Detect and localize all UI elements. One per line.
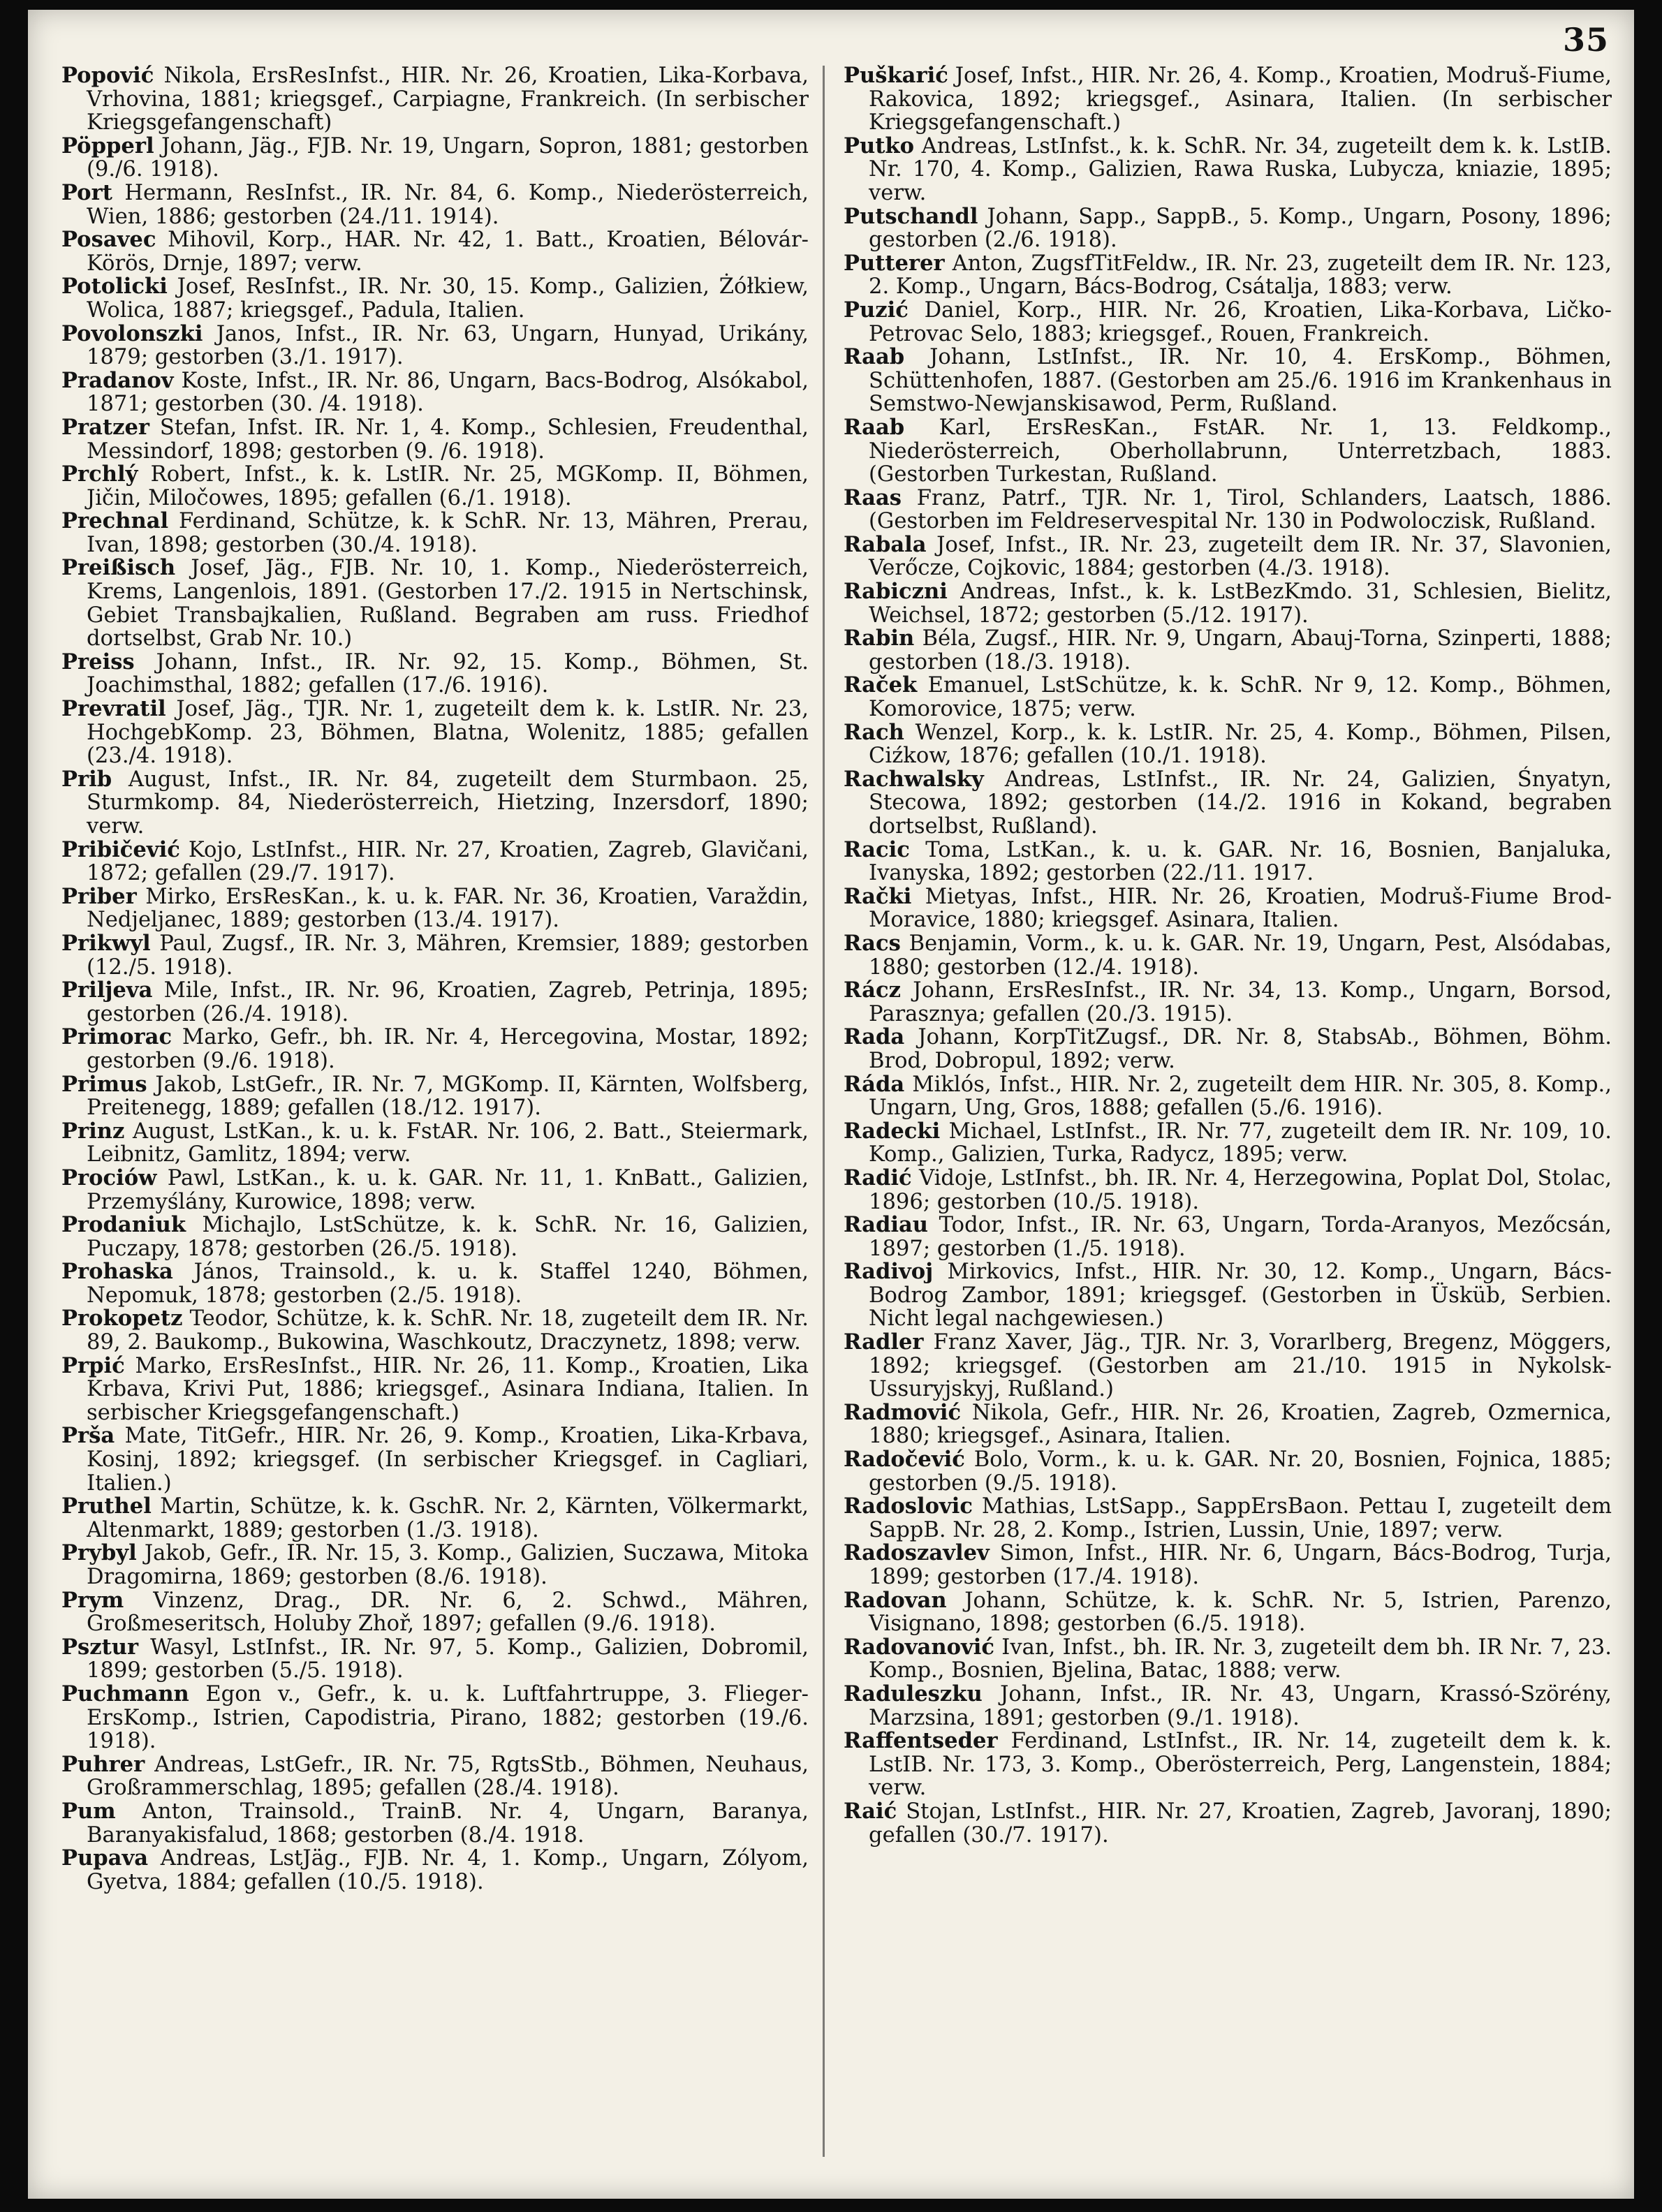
list-entry: [844, 1120, 1612, 1167]
entry-details: Vinzenz, Drag., DR. Nr. 6, 2. Schwd., Mähren, Großmeseritsch, Holuby Zhoř, 1897; gefallen (9./6. 1918).: [87, 1588, 809, 1637]
entry-details: Teodor, Schütze, k. k. SchR. Nr. 18, zugeteilt dem IR. Nr. 89, 2. Baukomp., Bukowina, Waschkoutz, Draczynetz, 1898; verw.: [87, 1306, 809, 1355]
entry-surname: Racic: [844, 836, 910, 862]
list-entry: [61, 556, 809, 650]
entry-surname: Radočević: [844, 1447, 965, 1473]
entry-details: Mietyas, Infst., HIR. Nr. 26, Kroatien, Modruš-Fiume Brod-Moravice, 1880; kriegsgef. Asinara, Italien.: [869, 884, 1612, 933]
entry-surname: Prociów: [61, 1165, 157, 1190]
list-entry: [61, 1683, 809, 1753]
list-entry: [61, 698, 809, 768]
entry-details: Nikola, ErsResInfst., HIR. Nr. 26, Kroatien, Lika-Korbava, Vrhovina, 1881; kriegsgef., Carpiagne, Frankreich. (In serbischer Kriegsgefangenschaft): [87, 64, 809, 135]
entry-surname: Raas: [844, 485, 902, 510]
entry-surname: Rácz: [844, 978, 901, 1003]
entry-details: Andreas, Infst., k. k. LstBezKmdo. 31, Schlesien, Bielitz, Weichsel, 1872; gestorben (5./12. 1917).: [869, 580, 1612, 628]
entry-surname: Rabala: [844, 531, 927, 557]
entry-surname: Pöpperl: [61, 133, 154, 158]
entry-details: Toma, LstKan., k. u. k. GAR. Nr. 16, Bosnien, Banjaluka, Ivanyska, 1892; gestorben (22./11. 1917.: [869, 837, 1612, 886]
entry-details: Bolo, Vorm., k. u. k. GAR. Nr. 20, Bosnien, Fojnica, 1885; gestorben (9./5. 1918).: [869, 1447, 1612, 1496]
entry-surname: Preißisch: [61, 555, 176, 581]
entry-surname: Prohaska: [61, 1259, 173, 1285]
entry-details: Jakob, LstGefr., IR. Nr. 7, MGKomp. II, Kärnten, Wolfsberg, Preitenegg, 1889; gefallen (18./12. 1917).: [87, 1072, 809, 1121]
entry-surname: Potolicki: [61, 274, 168, 300]
entry-details: Benjamin, Vorm., k. u. k. GAR. Nr. 19, Ungarn, Pest, Alsódabas, 1880; gestorben (12./4. 1918).: [869, 931, 1612, 980]
entry-surname: Primus: [61, 1071, 147, 1097]
entry-details: Johann, Schütze, k. k. SchR. Nr. 5, Istrien, Parenzo, Visignano, 1898; gestorben (6./5. 1918).: [869, 1588, 1612, 1637]
entry-details: Robert, Infst., k. k. LstIR. Nr. 25, MGKomp. II, Böhmen, Jičin, Miločowes, 1895; gefallen (6./1. 1918).: [87, 462, 809, 510]
entry-details: August, Infst., IR. Nr. 84, zugeteilt dem Sturmbaon. 25, Sturmkomp. 84, Niederösterreich, Hietzing, Inzersdorf, 1890; verw.: [87, 767, 809, 839]
entry-details: Johann, LstInfst., IR. Nr. 10, 4. ErsKomp., Böhmen, Schüttenhofen, 1887. (Gestorben am 25./6. 1916 im Krankenhaus in Semstwo-Newjanskisawod, Perm, Rußland.: [869, 345, 1612, 417]
entry-surname: Prechnal: [61, 508, 169, 534]
entry-surname: Puchmann: [61, 1681, 189, 1706]
list-entry: [844, 768, 1612, 839]
list-entry: [61, 1026, 809, 1072]
entry-surname: Prevratil: [61, 696, 166, 722]
entry-surname: Prokopetz: [61, 1306, 183, 1332]
entry-surname: Preiss: [61, 649, 135, 674]
entry-details: Nikola, Gefr., HIR. Nr. 26, Kroatien, Zagreb, Ozmernica, 1880; kriegsgef., Asinara, Italien.: [869, 1400, 1612, 1449]
entry-details: Wasyl, LstInfst., IR. Nr. 97, 5. Komp., Galizien, Dobromil, 1899; gestorben (5./5. 1918).: [87, 1635, 809, 1683]
entry-surname: Prpić: [61, 1352, 125, 1378]
list-entry: [61, 651, 809, 698]
list-entry: [61, 768, 809, 839]
entry-details: Johann, Jäg., FJB. Nr. 19, Ungarn, Sopron, 1881; gestorben (9./6. 1918).: [87, 133, 809, 182]
entry-surname: Rabiczni: [844, 579, 948, 605]
entry-details: Johann, KorpTitZugsf., DR. Nr. 8, StabsAb., Böhmen, Böhm. Brod, Dobropul, 1892; verw.: [869, 1025, 1612, 1073]
page-number: 35: [1562, 21, 1609, 59]
entry-surname: Rada: [844, 1024, 905, 1050]
entry-surname: Prym: [61, 1587, 124, 1613]
list-entry: [844, 346, 1612, 416]
entry-surname: Pradanov: [61, 367, 174, 393]
entry-surname: Raffentseder: [844, 1728, 998, 1754]
entry-details: Daniel, Korp., HIR. Nr. 26, Kroatien, Lika-Korbava, Ličko-Petrovac Selo, 1883; kriegsgef., Rouen, Frankreich.: [869, 297, 1612, 346]
entry-surname: Radoslovic: [844, 1494, 973, 1519]
entry-surname: Rački: [844, 883, 912, 909]
entry-details: Todor, Infst., IR. Nr. 63, Ungarn, Torda-Aranyos, Mezőcsán, 1897; gestorben (1./5. 1918).: [869, 1213, 1612, 1261]
entry-surname: Port: [61, 179, 112, 205]
entry-surname: Psztur: [61, 1634, 139, 1660]
entry-surname: Rabin: [844, 626, 915, 651]
entry-surname: Povolonszki: [61, 320, 203, 346]
entry-details: Kojo, LstInfst., HIR. Nr. 27, Kroatien, Zagreb, Glavičani, 1872; gefallen (29./7. 1917).: [87, 837, 809, 886]
entry-details: Paul, Zugsf., IR. Nr. 3, Mähren, Kremsier, 1889; gestorben (12./5. 1918).: [87, 931, 809, 980]
entry-surname: Pupava: [61, 1845, 149, 1871]
list-entry: [61, 1307, 809, 1354]
list-entry: [61, 1495, 809, 1542]
entry-surname: Priber: [61, 883, 137, 909]
list-entry: [61, 1120, 809, 1167]
list-entry: [844, 979, 1612, 1026]
entry-surname: Radić: [844, 1165, 912, 1190]
left-column: [61, 64, 809, 2171]
entry-surname: Prodaniuk: [61, 1212, 186, 1238]
list-entry: [844, 932, 1612, 979]
entry-details: Egon v., Gefr., k. u. k. Luftfahrtruppe, 3. Flieger-ErsKomp., Istrien, Capodistria, Pirano, 1882; gestorben (19./6. 1918).: [87, 1681, 809, 1754]
list-entry: [844, 1800, 1612, 1847]
list-entry: [844, 1495, 1612, 1542]
entry-details: Josef, Infst., IR. Nr. 23, zugeteilt dem IR. Nr. 37, Slavonien, Verőcze, Cojkovic, 1884; gestorben (4./3. 1918).: [869, 532, 1612, 581]
list-entry: [844, 1448, 1612, 1495]
entry-surname: Raić: [844, 1798, 897, 1824]
list-entry: [844, 674, 1612, 721]
entry-details: Mirkovics, Infst., HIR. Nr. 30, 12. Komp., Ungarn, Bács-Bodrog Zambor, 1891; kriegsgef. (Gestorben in Üsküb, Serbien. Nicht legal nachgewiesen.): [869, 1260, 1612, 1332]
entry-surname: Pratzer: [61, 414, 150, 440]
entry-surname: Pribičević: [61, 836, 180, 862]
list-entry: [844, 1167, 1612, 1214]
list-entry: [61, 1214, 809, 1260]
list-entry: [844, 416, 1612, 487]
list-entry: [844, 836, 1612, 886]
entry-details: Josef, ResInfst., IR. Nr. 30, 15. Komp., Galizien, Żółkiew, Wolica, 1887; kriegsgef., Padula, Italien.: [87, 274, 809, 323]
list-entry: [61, 416, 809, 463]
entry-details: Josef, Jäg., FJB. Nr. 10, 1. Komp., Niederösterreich, Krems, Langenlois, 1891. (Gestorben 17./2. 1915 in Nertschinsk, Gebiet Transbajkalien, Rußland. Begraben am russ. Friedhof dortselbst, Grab Nr. 10.): [87, 556, 809, 651]
list-entry: [844, 1260, 1612, 1331]
entry-surname: Raček: [844, 672, 918, 698]
list-entry: [844, 1542, 1612, 1588]
entry-surname: Puškarić: [844, 64, 948, 88]
entry-surname: Rachwalsky: [844, 766, 984, 792]
entry-surname: Prchlý: [61, 462, 138, 487]
entry-details: Anton, ZugsfTitFeldw., IR. Nr. 23, zugeteilt dem IR. Nr. 123, 2. Komp., Ungarn, Bács-Bodrog, Csátalja, 1883; verw.: [869, 251, 1612, 300]
entry-surname: Radivoj: [844, 1259, 934, 1285]
list-entry: [844, 299, 1612, 346]
entry-surname: Radler: [844, 1329, 924, 1355]
list-entry: [844, 64, 1612, 135]
list-entry: [844, 533, 1612, 580]
entry-details: János, Trainsold., k. u. k. Staffel 1240, Böhmen, Nepomuk, 1878; gestorben (2./5. 1918).: [87, 1260, 809, 1308]
entry-details: Andreas, LstInfst., IR. Nr. 24, Galizien, Śnyatyn, Stecowa, 1892; gestorben (14./2. 1916 in Kokand, begraben dortselbst, Rußland).: [869, 767, 1612, 839]
list-entry: [61, 1753, 809, 1800]
list-entry: [844, 1214, 1612, 1260]
entry-details: Michajlo, LstSchütze, k. k. SchR. Nr. 16, Galizien, Puczapy, 1878; gestorben (26./5. 1918).: [87, 1213, 809, 1261]
entry-surname: Raab: [844, 414, 905, 440]
list-entry: [61, 64, 809, 135]
entry-surname: Radovanović: [844, 1634, 995, 1660]
entry-details: Michael, LstInfst., IR. Nr. 77, zugeteilt dem IR. Nr. 109, 10. Komp., Galizien, Turka, Radycz, 1895; verw.: [869, 1119, 1612, 1167]
entry-surname: Radiau: [844, 1212, 929, 1238]
list-entry: [61, 932, 809, 979]
list-entry: [844, 1331, 1612, 1401]
entry-details: Mihovil, Korp., HAR. Nr. 42, 1. Batt., Kroatien, Bélovár-Körös, Drnje, 1897; verw.: [87, 228, 809, 276]
entry-details: Johann, ErsResInfst., IR. Nr. 34, 13. Komp., Ungarn, Borsod, Parasznya; gefallen (20./3. 1915).: [869, 978, 1612, 1026]
entry-surname: Primorac: [61, 1024, 172, 1050]
list-entry: [61, 1542, 809, 1588]
entry-surname: Racs: [844, 930, 901, 956]
entry-details: Pawl, LstKan., k. u. k. GAR. Nr. 11, 1. KnBatt., Galizien, Przemyślány, Kurowice, 1898; verw.: [87, 1165, 809, 1214]
entry-details: Simon, Infst., HIR. Nr. 6, Ungarn, Bács-Bodrog, Turja, 1899; gestorben (17./4. 1918).: [869, 1541, 1612, 1589]
entry-details: Andreas, LstJäg., FJB. Nr. 4, 1. Komp., Ungarn, Zólyom, Gyetva, 1884; gefallen (10./5. 1918).: [87, 1846, 809, 1894]
entry-details: Wenzel, Korp., k. k. LstIR. Nr. 25, 4. Komp., Böhmen, Pilsen, Ciźkow, 1876; gefallen (10./1. 1918).: [869, 720, 1612, 769]
entry-surname: Ráda: [844, 1071, 905, 1097]
list-entry: [61, 836, 809, 886]
entry-details: Martin, Schütze, k. k. GschR. Nr. 2, Kärnten, Völkermarkt, Altenmarkt, 1889; gestorben (1./3. 1918).: [87, 1494, 809, 1542]
entry-details: Hermann, ResInfst., IR. Nr. 84, 6. Komp., Niederösterreich, Wien, 1886; gestorben (24./11. 1914).: [87, 180, 809, 229]
list-entry: [61, 1260, 809, 1307]
entry-details: Anton, Trainsold., TrainB. Nr. 4, Ungarn, Baranya, Baranyakisfalud, 1868; gestorben (8./4. 1918.: [87, 1799, 809, 1848]
entry-details: Josef, Jäg., TJR. Nr. 1, zugeteilt dem k. k. LstIR. Nr. 23, HochgebKomp. 23, Böhmen, Blatna, Wolenitz, 1885; gefallen (23./4. 1918).: [87, 697, 809, 769]
entry-surname: Prikwyl: [61, 930, 151, 956]
entry-surname: Prša: [61, 1423, 115, 1449]
list-entry: [844, 1073, 1612, 1120]
list-entry: [844, 1589, 1612, 1636]
list-entry: [61, 1073, 809, 1120]
entry-details: Mile, Infst., IR. Nr. 96, Kroatien, Zagreb, Petrinja, 1895; gestorben (26./4. 1918).: [87, 978, 809, 1026]
entry-details: Franz, Patrf., TJR. Nr. 1, Tirol, Schlanders, Laatsch, 1886. (Gestorben im Feldreservespital Nr. 130 in Podwoloczisk, Rußland.: [869, 485, 1612, 534]
list-entry: [844, 1401, 1612, 1448]
entry-details: Ferdinand, Schütze, k. k SchR. Nr. 13, Mähren, Prerau, Ivan, 1898; gestorben (30./4. 1918).: [87, 509, 809, 557]
entry-surname: Radovan: [844, 1587, 947, 1613]
document-page: [28, 10, 1634, 2199]
entry-details: Andreas, LstGefr., IR. Nr. 75, RgtsStb., Böhmen, Neuhaus, Großrammerschlag, 1895; gefallen (28./4. 1918).: [87, 1752, 809, 1801]
list-entry: [61, 135, 809, 182]
entry-details: Johann, Sapp., SappB., 5. Komp., Ungarn, Posony, 1896; gestorben (2./6. 1918).: [869, 204, 1612, 253]
list-entry: [61, 1636, 809, 1683]
entry-surname: Pruthel: [61, 1494, 152, 1519]
entry-details: Johann, Infst., IR. Nr. 43, Ungarn, Krassó-Szörény, Marzsina, 1891; gestorben (9./1. 1918).: [869, 1681, 1612, 1730]
entry-details: Vidoje, LstInfst., bh. IR. Nr. 4, Herzegowina, Poplat Dol, Stolac, 1896; gestorben (10./5. 1918).: [869, 1165, 1612, 1214]
entry-surname: Putko: [844, 133, 914, 158]
entry-details: Béla, Zugsf., HIR. Nr. 9, Ungarn, Abauj-Torna, Szinperti, 1888; gestorben (18./3. 1918).: [869, 626, 1612, 674]
entry-details: Stojan, LstInfst., HIR. Nr. 27, Kroatien, Zagreb, Javoranj, 1890; gefallen (30./7. 1917).: [869, 1799, 1612, 1848]
list-entry: [844, 721, 1612, 768]
list-entry: [61, 228, 809, 275]
list-entry: [844, 885, 1612, 932]
entry-details: Stefan, Infst. IR. Nr. 1, 4. Komp., Schlesien, Freudenthal, Messindorf, 1898; gestorben (9. /6. 1918).: [87, 415, 809, 464]
entry-surname: Putschandl: [844, 203, 978, 229]
list-entry: [844, 580, 1612, 627]
list-entry: [844, 135, 1612, 205]
entry-surname: Priljeva: [61, 978, 153, 1003]
right-column: [844, 64, 1612, 2171]
entry-details: August, LstKan., k. u. k. FstAR. Nr. 106, 2. Batt., Steiermark, Leibnitz, Gamlitz, 1894; verw.: [87, 1119, 809, 1167]
list-entry: [61, 1800, 809, 1847]
list-entry: [61, 979, 809, 1026]
entry-details: Ferdinand, LstInfst., IR. Nr. 14, zugeteilt dem k. k. LstIB. Nr. 173, 3. Komp., Oberösterreich, Perg, Langenstein, 1884; verw.: [869, 1729, 1612, 1801]
entry-details: Marko, ErsResInfst., HIR. Nr. 26, 11. Komp., Kroatien, Lika Krbava, Krivi Put, 1886; kriegsgef., Asinara Indiana, Italien. In serbischer Kriegsgefangenschaft.): [87, 1353, 809, 1425]
list-entry: [61, 463, 809, 510]
entry-details: Emanuel, LstSchütze, k. k. SchR. Nr 9, 12. Komp., Böhmen, Komorovice, 1875; verw.: [869, 673, 1612, 722]
entry-surname: Popović: [61, 64, 154, 88]
entry-surname: Raab: [844, 344, 905, 370]
list-entry: [61, 1589, 809, 1636]
list-entry: [61, 1847, 809, 1894]
list-entry: [844, 1636, 1612, 1683]
entry-surname: Radmović: [844, 1399, 962, 1425]
list-entry: [844, 487, 1612, 533]
entry-details: Marko, Gefr., bh. IR. Nr. 4, Hercegovina, Mostar, 1892; gestorben (9./6. 1918).: [87, 1025, 809, 1073]
list-entry: [844, 252, 1612, 299]
column-divider: [823, 66, 825, 2157]
list-entry: [844, 1730, 1612, 1800]
list-entry: [61, 320, 809, 370]
entry-surname: Puhrer: [61, 1751, 145, 1777]
entry-details: Koste, Infst., IR. Nr. 86, Ungarn, Bacs-Bodrog, Alsókabol, 1871; gestorben (30. /4. 1918).: [87, 368, 809, 417]
entry-details: Mirko, ErsResKan., k. u. k. FAR. Nr. 36, Kroatien, Varaždin, Nedjeljanec, 1889; gestorben (13./4. 1917).: [87, 884, 809, 933]
entry-details: Jakob, Gefr., IR. Nr. 15, 3. Komp., Galizien, Suczawa, Mitoka Dragomirna, 1869; gestorben (8./6. 1918).: [87, 1541, 809, 1589]
list-entry: [61, 179, 809, 229]
entry-surname: Putterer: [844, 250, 945, 276]
list-entry: [844, 627, 1612, 674]
entry-surname: Radecki: [844, 1118, 941, 1144]
list-entry: [61, 369, 809, 416]
entry-surname: Prinz: [61, 1118, 125, 1144]
list-entry: [844, 1026, 1612, 1072]
list-entry: [61, 885, 809, 932]
entry-surname: Prybyl: [61, 1540, 137, 1566]
list-entry: [61, 275, 809, 322]
list-entry: [844, 1683, 1612, 1730]
list-entry: [844, 205, 1612, 252]
entry-surname: Prib: [61, 766, 112, 792]
entry-surname: Radoszavlev: [844, 1540, 990, 1566]
entry-surname: Raduleszku: [844, 1681, 983, 1706]
entry-details: Mathias, LstSapp., SappErsBaon. Pettau I, zugeteilt dem SappB. Nr. 28, 2. Komp., Istrien, Lussin, Unie, 1897; verw.: [869, 1494, 1612, 1542]
entry-details: Janos, Infst., IR. Nr. 63, Ungarn, Hunyad, Urikány, 1879; gestorben (3./1. 1917).: [87, 321, 809, 370]
entry-details: Mate, TitGefr., HIR. Nr. 26, 9. Komp., Kroatien, Lika-Krbava, Kosinj, 1892; kriegsgef. (In serbischer Kriegsgef. in Cagliari, Italien.): [87, 1424, 809, 1496]
entry-details: Miklós, Infst., HIR. Nr. 2, zugeteilt dem HIR. Nr. 305, 8. Komp., Ungarn, Ung, Gros, 1888; gefallen (5./6. 1916).: [869, 1072, 1612, 1121]
list-entry: [61, 1352, 809, 1425]
entry-details: Ivan, Infst., bh. IR. Nr. 3, zugeteilt dem bh. IR Nr. 7, 23. Komp., Bosnien, Bjelina, Batac, 1888; verw.: [869, 1635, 1612, 1683]
entry-details: Johann, Infst., IR. Nr. 92, 15. Komp., Böhmen, St. Joachimsthal, 1882; gefallen (17./6. 1916).: [87, 649, 809, 698]
entry-surname: Rach: [844, 719, 904, 745]
entry-surname: Pum: [61, 1798, 116, 1824]
list-entry: [61, 510, 809, 556]
entry-details: Andreas, LstInfst., k. k. SchR. Nr. 34, zugeteilt dem k. k. LstIB. Nr. 170, 4. Komp., Galizien, Rawa Ruska, Lubycza, kniazie, 1895; verw.: [869, 133, 1612, 205]
entry-surname: Posavec: [61, 227, 156, 253]
entry-details: Karl, ErsResKan., FstAR. Nr. 1, 13. Feldkomp., Niederösterreich, Oberhollabrunn, Unterretzbach, 1883. (Gestorben Turkestan, Rußland.: [869, 415, 1612, 487]
entry-details: Franz Xaver, Jäg., TJR. Nr. 3, Vorarlberg, Bregenz, Möggers, 1892; kriegsgef. (Gestorben am 21./10. 1915 in Nykolsk-Ussuryjskyj, Rußland.): [869, 1330, 1612, 1402]
entry-details: Josef, Infst., HIR. Nr. 26, 4. Komp., Kroatien, Modruš-Fiume, Rakovica, 1892; kriegsgef., Asinara, Italien. (In serbischer Kriegsgefangenschaft.): [869, 64, 1612, 135]
list-entry: [61, 1424, 809, 1495]
list-entry: [61, 1167, 809, 1214]
entry-surname: Puzić: [844, 297, 909, 323]
